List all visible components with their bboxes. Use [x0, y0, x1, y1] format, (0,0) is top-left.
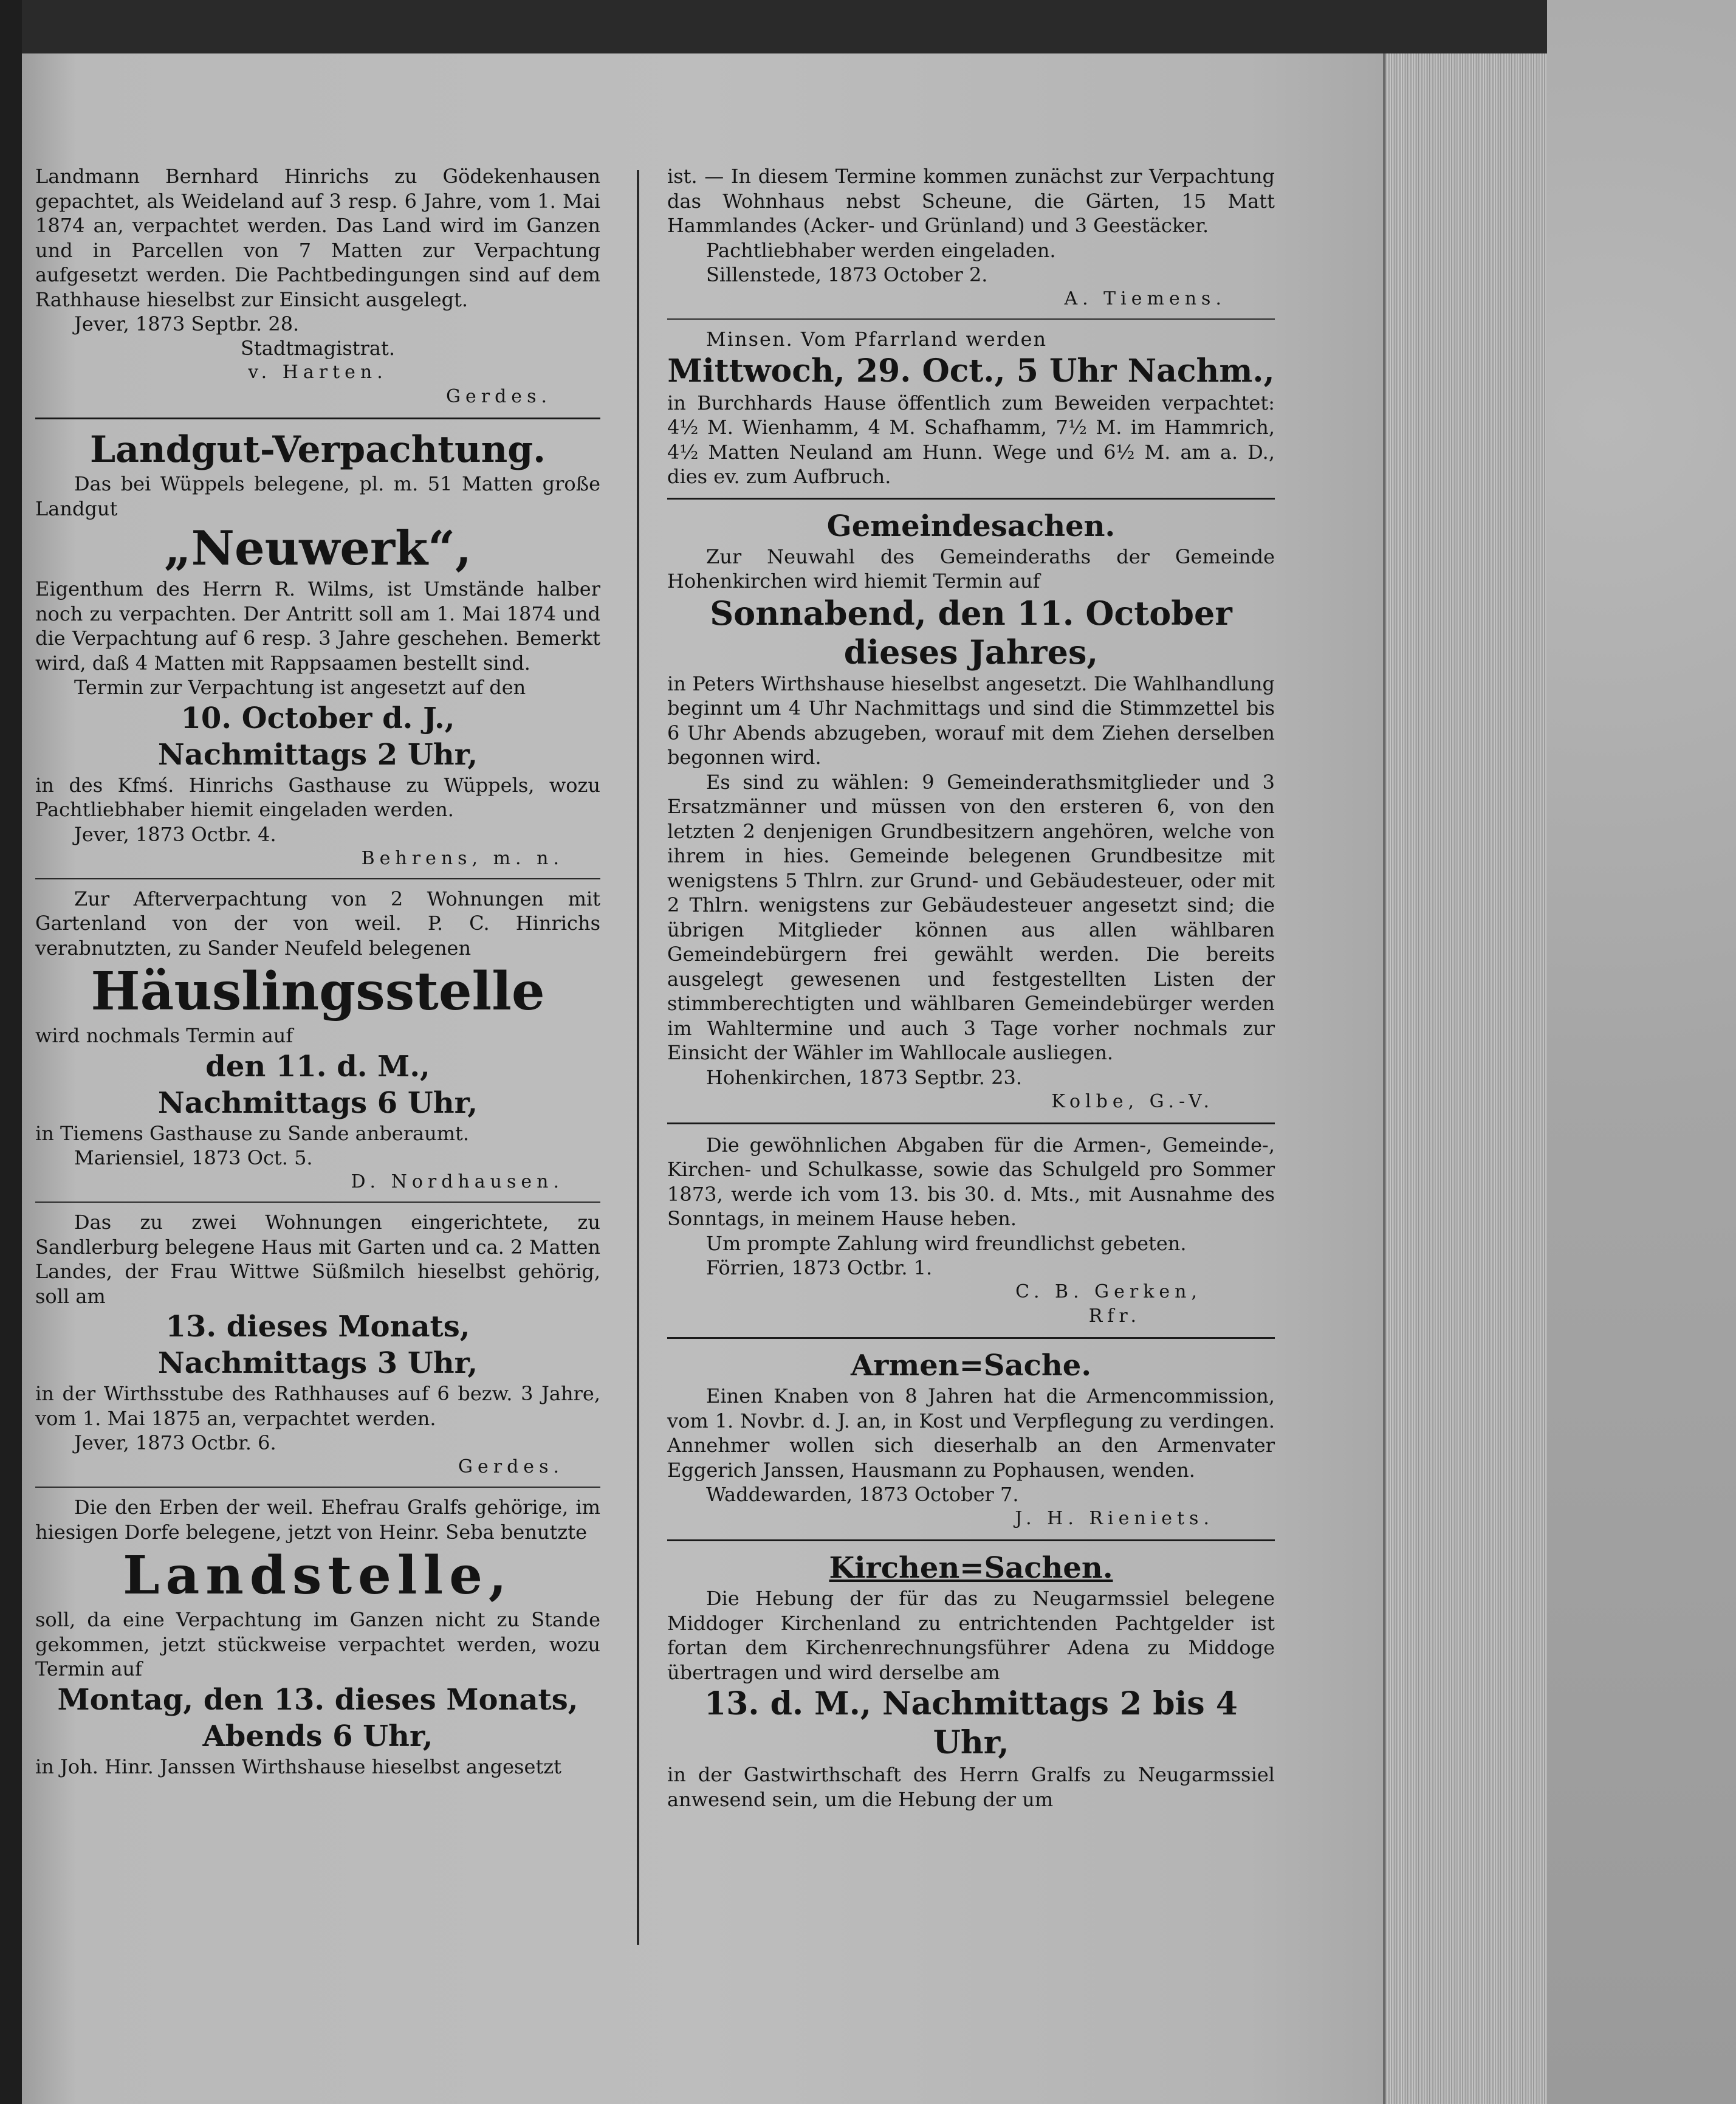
- notice-signature: D. Nordhausen.: [351, 1171, 564, 1192]
- notice-text: in Tiemens Gasthause zu Sande anberaumt.: [35, 1121, 470, 1145]
- rule: [35, 418, 600, 419]
- notice-date: Waddewarden, 1873 October 7.: [706, 1483, 1019, 1506]
- notice-signature: v. Harten.: [248, 362, 388, 383]
- notice-time-emphasis: Nachmittags 3 Uhr,: [157, 1346, 478, 1380]
- notice-signature: Gerdes.: [458, 1456, 564, 1477]
- rule: [35, 878, 600, 879]
- notice-headline: „Neuwerk“,: [163, 521, 472, 576]
- rule: [667, 1337, 1275, 1339]
- notice-text: in Peters Wirthshause hieselbst angesetzt. Die Wahlhandlung beginnt um 4 Uhr Nachmittags und sind die Stimmzettel bis 6 Uhr Abends abzugeben, worauf mit dem Ziehen derselben begonnen wird.: [667, 672, 1275, 769]
- notice-title: Landgut-Verpachtung.: [89, 428, 546, 471]
- notice-text: in der Wirthsstube des Rathhauses auf 6 bezw. 3 Jahre, vom 1. Mai 1875 an, verpachtet werden.: [35, 1382, 600, 1430]
- notice-date: Mariensiel, 1873 Oct. 5.: [74, 1146, 313, 1169]
- rule: [667, 318, 1275, 320]
- notice-text: Pachtliebhaber werden eingeladen.: [706, 238, 1056, 262]
- notice-signature: J. H. Rieniets.: [1015, 1508, 1214, 1529]
- notice-text: Die Hebung der für das zu Neugarmssiel belegene Middoger Kirchenland zu entrichtenden Pachtgelder ist fortan dem Kirchenrechnungsführer Adena zu Middoge übertragen und wird derselbe am: [667, 1587, 1275, 1684]
- notice-signature: Rfr.: [1088, 1305, 1141, 1327]
- notice-text: in der Gastwirthschaft des Herrn Gralfs zu Neugarmssiel anwesend sein, um die Hebung der um: [667, 1763, 1275, 1811]
- notice-time-emphasis: Nachmittags 6 Uhr,: [157, 1085, 478, 1120]
- notice-signature: Kolbe, G.-V.: [1051, 1090, 1214, 1112]
- notice-text: wird nochmals Termin auf: [35, 1024, 293, 1047]
- notice-text: in Burchhards Hause öffentlich zum Beweiden verpachtet: 4½ M. Wienhamm, 4 M. Schafhamm, 7½ M. im Hammrich, 4½ Matten Neuland am Hunn. Wege und 6½ M. am a. D., dies ev. zum Aufbruch.: [667, 391, 1275, 488]
- notice-signature: Gerdes.: [446, 386, 552, 407]
- notice-signature: Stadtmagistrat.: [240, 337, 396, 360]
- notice-time-emphasis: 13. d. M., Nachmittags 2 bis 4 Uhr,: [704, 1685, 1238, 1761]
- notice-text: Zur Neuwahl des Gemeinderaths der Gemeinde Hohenkirchen wird hiemit Termin auf: [667, 545, 1275, 593]
- notice-text: Die den Erben der weil. Ehefrau Gralfs gehörige, im hiesigen Dorfe belegene, jetzt von Heinr. Seba benutzte: [35, 1496, 600, 1544]
- notice-date: Jever, 1873 Octbr. 6.: [74, 1431, 276, 1454]
- notice-signature: C. B. Gerken,: [1015, 1281, 1202, 1302]
- page-edges: [1383, 53, 1549, 2104]
- rule: [35, 1202, 600, 1203]
- notice-text: soll, da eine Verpachtung im Ganzen nicht zu Stande gekommen, jetzt stückweise verpachtet werden, wozu Termin auf: [35, 1608, 600, 1680]
- notice-headline: Häuslingsstelle: [91, 961, 545, 1022]
- notice-date: Jever, 1873 Octbr. 4.: [74, 822, 276, 846]
- notice-time-emphasis: Abends 6 Uhr,: [202, 1719, 433, 1753]
- notice-text: Um prompte Zahlung wird freundlichst gebeten.: [706, 1231, 1187, 1255]
- notice-text: Einen Knaben von 8 Jahren hat die Armencommission, vom 1. Novbr. d. J. an, in Kost und Verpflegung zu verdingen. Annehmer wollen sich dieserhalb an den Armenvater Eggerich Janssen, Hausmann zu Pophausen, wenden.: [667, 1384, 1275, 1482]
- notice-text: Es sind zu wählen: 9 Gemeinderathsmitglieder und 3 Ersatzmänner und müssen von den ersteren 6, von den letzten 2 denjenigen Grundbesitzern angehören, welche von ihrem in hies. Gemeinde belegenen Grundbesitze mit wenigstens 5 Thlrn. zur Grund- und Gebäudesteuer, oder mit 2 Thlrn. wenigstens zur Gebäudesteuer angesetzt sind; die übrigen Mitglieder können aus allen wählbaren Gemeindebürgern frei gewählt werden. Die bereits ausgelegt gewesenen und festgestellten Listen der stimmberechtigten und wählbaren Gemeindebürger werden im Wahltermine und auch 3 Tage vorher nochmals zur Einsicht der Wähler im Wahllocale ausliegen.: [667, 770, 1275, 1064]
- notice-text: Das bei Wüppels belegene, pl. m. 51 Matten große Landgut: [35, 472, 600, 520]
- notice-text: Zur Afterverpachtung von 2 Wohnungen mit Gartenland von der von weil. P. C. Hinrichs verabnutzten, zu Sander Neufeld belegenen: [35, 887, 600, 960]
- notice-date-emphasis: Mittwoch, 29. Oct., 5 Uhr Nachm.,: [667, 352, 1275, 390]
- notice-text: in des Kfmś. Hinrichs Gasthause zu Wüppels, wozu Pachtliebhaber hiemit eingeladen werden.: [35, 773, 600, 821]
- notice-date-emphasis: dieses Jahres,: [843, 632, 1099, 672]
- scan-background-left: [0, 0, 22, 2104]
- right-column: [667, 164, 1275, 1812]
- notice-date: Förrien, 1873 Octbr. 1.: [706, 1256, 933, 1279]
- notice-signature: Behrens, m. n.: [361, 847, 564, 869]
- notice-date: Hohenkirchen, 1873 Septbr. 23.: [706, 1065, 1022, 1089]
- scan-background-right: [1547, 0, 1736, 2104]
- section-title: Armen=Sache.: [850, 1349, 1092, 1383]
- notice-date-emphasis: Montag, den 13. dieses Monats,: [57, 1682, 578, 1717]
- notice-text: Die gewöhnlichen Abgaben für die Armen-, Gemeinde-, Kirchen- und Schulkasse, sowie das Schulgeld pro Sommer 1873, werde ich vom 13. bis 30. d. Mts., mit Ausnahme des Sonntags, in meinem Hause heben.: [667, 1133, 1275, 1230]
- notice-date: Jever, 1873 Septbr. 28.: [74, 312, 300, 335]
- notice-text: Termin zur Verpachtung ist angesetzt auf den: [74, 676, 526, 699]
- notice-date-emphasis: 13. dieses Monats,: [165, 1310, 470, 1344]
- rule: [667, 498, 1275, 500]
- notice-text: Eigenthum des Herrn R. Wilms, ist Umstände halber noch zu verpachten. Der Antritt soll am 1. Mai 1874 und die Verpachtung auf 6 resp. 3 Jahre geschehen. Bemerkt wird, daß 4 Matten mit Rappsaamen bestellt sind.: [35, 577, 600, 675]
- notice-date-emphasis: 10. October d. J.,: [180, 701, 455, 735]
- rule: [35, 1487, 600, 1488]
- section-title: Kirchen=Sachen.: [829, 1551, 1113, 1585]
- notice-signature: A. Tiemens.: [1064, 288, 1226, 309]
- notice-date-emphasis: den 11. d. M.,: [205, 1049, 430, 1084]
- notice-time-emphasis: Nachmittags 2 Uhr,: [157, 737, 478, 772]
- left-column: [35, 164, 600, 1779]
- notice-text: Minsen. Vom Pfarrland werden: [706, 328, 1048, 351]
- notice-date-emphasis: Sonnabend, den 11. October: [710, 593, 1232, 633]
- notice-date: Sillenstede, 1873 October 2.: [706, 263, 988, 286]
- section-title: Gemeindesachen.: [826, 509, 1116, 543]
- rule: [667, 1539, 1275, 1541]
- notice-text: Landmann Bernhard Hinrichs zu Gödekenhausen gepachtet, als Weideland auf 3 resp. 6 Jahre, vom 1. Mai 1874 an, verpachtet werden. Das Land wird im Ganzen und in Parcellen von 7 Matten zur Verpachtung aufgesetzt werden. Die Pachtbedingungen sind auf dem Rathhause hieselbst zur Einsicht ausgelegt.: [35, 165, 600, 311]
- notice-headline: Landstelle,: [123, 1545, 513, 1606]
- notice-text: in Joh. Hinr. Janssen Wirthshause hieselbst angesetzt: [35, 1755, 561, 1778]
- notice-text: ist. — In diesem Termine kommen zunächst zur Verpachtung das Wohnhaus nebst Scheune, die Gärten, 15 Matt Hammlandes (Acker- und Grünland) und 3 Geestäcker.: [667, 165, 1275, 237]
- column-divider: [637, 170, 639, 1945]
- rule: [667, 1122, 1275, 1124]
- notice-text: Das zu zwei Wohnungen eingerichtete, zu Sandlerburg belegene Haus mit Garten und ca. 2 Matten Landes, der Frau Wittwe Süßmilch hieselbst gehörig, soll am: [35, 1211, 600, 1308]
- scan-background-top: [22, 0, 1547, 53]
